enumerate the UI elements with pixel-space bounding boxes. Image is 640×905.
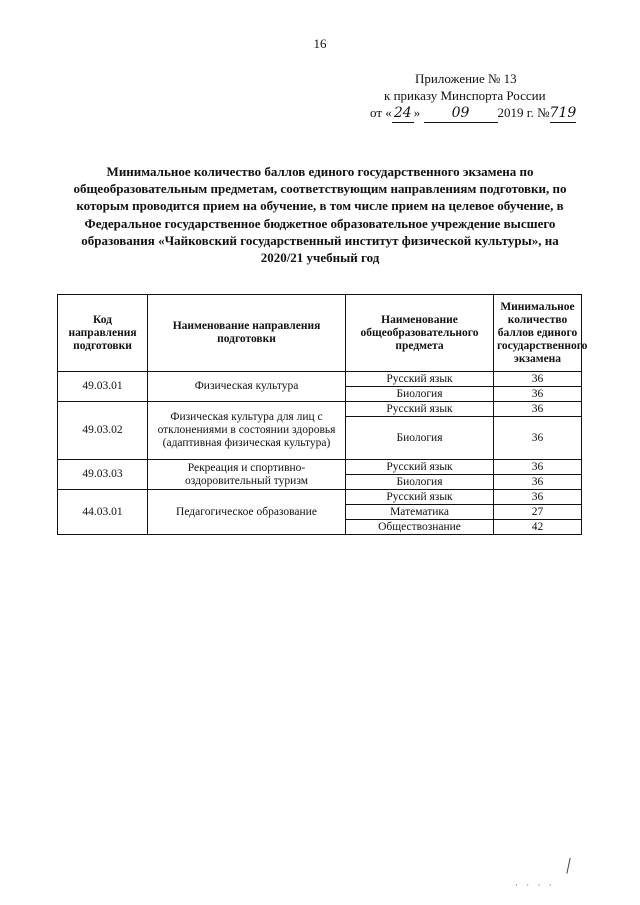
subject-cell: Биология bbox=[346, 417, 494, 460]
direction-code: 49.03.02 bbox=[58, 402, 148, 460]
date-quote-close: » bbox=[413, 105, 421, 120]
direction-code: 44.03.01 bbox=[58, 490, 148, 535]
appendix-order-ref: к приказу Минспорта России bbox=[384, 88, 546, 103]
scores-table bbox=[57, 294, 588, 535]
direction-name: Физическая культура для лиц с отклонениями в состоянии здоровья (адаптивная физическая культура) bbox=[148, 402, 346, 460]
direction-code: 49.03.03 bbox=[58, 460, 148, 490]
score-cell: 36 bbox=[494, 475, 582, 490]
score-cell: 36 bbox=[494, 490, 582, 505]
table-row bbox=[58, 372, 582, 387]
handwritten-month: 09 bbox=[424, 105, 498, 123]
header-subject: Наименование общеобразовательного предмета bbox=[346, 295, 494, 372]
direction-name: Педагогическое образование bbox=[148, 490, 346, 535]
score-cell: 42 bbox=[494, 520, 582, 535]
table-row bbox=[58, 460, 582, 475]
scan-dots-mark: · · · · bbox=[515, 880, 555, 890]
table-header-row bbox=[58, 295, 582, 372]
subject-cell: Биология bbox=[346, 475, 494, 490]
document-title: Минимальное количество баллов единого государственного экзамена по общеобразовательным предметам, соответствующим направлениям подготовки, по которым проводится прием на обучение, в том числе прием на целевое обучение, в Федеральное государственное бюджетное образовательное учреждение высшего образования «Чайковский государственный институт физической культуры», на 2020/21 учебный год bbox=[73, 164, 567, 266]
handwritten-order-number: 719 bbox=[549, 105, 577, 121]
header-min-score: Минимальное количество баллов единого государственного экзамена bbox=[494, 295, 582, 372]
subject-cell: Биология bbox=[346, 387, 494, 402]
subject-cell: Русский язык bbox=[346, 402, 494, 417]
date-prefix: от « bbox=[370, 105, 392, 120]
subject-cell: Русский язык bbox=[346, 460, 494, 475]
direction-name: Рекреация и спортивно-оздоровительный туризм bbox=[148, 460, 346, 490]
table-row bbox=[58, 402, 582, 417]
score-cell: 27 bbox=[494, 505, 582, 520]
appendix-block bbox=[360, 70, 600, 123]
table-row bbox=[58, 490, 582, 505]
header-direction: Наименование направления подготовки bbox=[148, 295, 346, 372]
handwritten-day: 24 bbox=[392, 105, 414, 123]
subject-cell: Русский язык bbox=[346, 372, 494, 387]
subject-cell: Обществознание bbox=[346, 520, 494, 535]
appendix-title: Приложение № 13 bbox=[415, 71, 517, 86]
score-cell: 36 bbox=[494, 372, 582, 387]
subject-cell: Математика bbox=[346, 505, 494, 520]
subject-cell: Русский язык bbox=[346, 490, 494, 505]
direction-name: Физическая культура bbox=[148, 372, 346, 402]
appendix-date-line bbox=[360, 104, 600, 123]
score-cell: 36 bbox=[494, 387, 582, 402]
score-cell: 36 bbox=[494, 417, 582, 460]
header-code: Код направления подготовки bbox=[58, 295, 148, 372]
direction-code: 49.03.01 bbox=[58, 372, 148, 402]
pen-stroke-mark bbox=[566, 858, 572, 874]
date-year: 2019 г. № bbox=[497, 105, 550, 120]
page-number: 16 bbox=[313, 36, 327, 51]
score-cell: 36 bbox=[494, 402, 582, 417]
score-cell: 36 bbox=[494, 460, 582, 475]
